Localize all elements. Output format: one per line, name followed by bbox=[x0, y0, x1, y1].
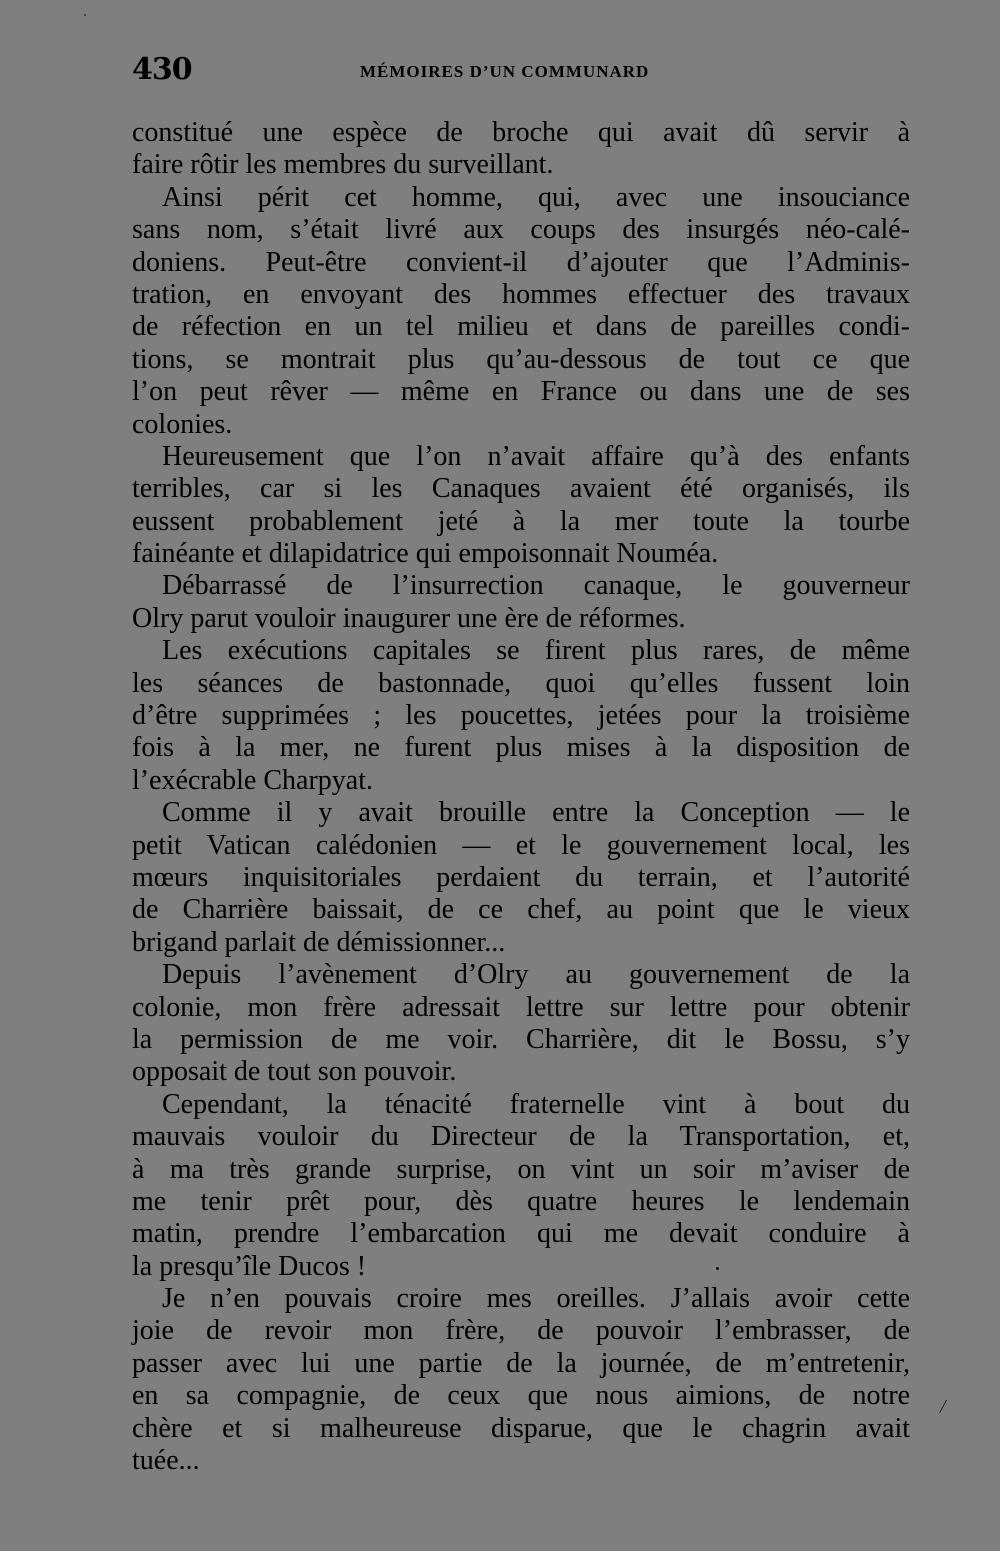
text-line: petit Vatican calédonien — et le gouvernement local, les bbox=[132, 829, 910, 861]
text-line: tration, en envoyant des hommes effectuer des travaux bbox=[132, 278, 910, 310]
running-title: MÉMOIRES D’UN COMMUNARD bbox=[360, 62, 650, 81]
text-line: fois à la mer, ne furent plus mises à la disposition de bbox=[132, 732, 910, 764]
text-line: Je n’en pouvais croire mes oreilles. J’allais avoir cette bbox=[162, 1283, 910, 1315]
text-line: en sa compagnie, de ceux que nous aimions, de notre bbox=[132, 1380, 910, 1412]
text-line: mœurs inquisitoriales perdaient du terrain, et l’autorité bbox=[132, 861, 910, 893]
text-line: Cependant, la ténacité fraternelle vint à bout du bbox=[162, 1088, 910, 1120]
text-line: eussent probablement jeté à la mer toute la tourbe bbox=[132, 505, 910, 537]
margin-mark: / bbox=[940, 1396, 946, 1418]
text-line: Ainsi périt cet homme, qui, avec une insouciance bbox=[162, 181, 910, 213]
text-line: la presqu’île Ducos ! bbox=[132, 1250, 367, 1282]
text-line: faire rôtir les membres du surveillant. bbox=[132, 149, 554, 181]
scan-speck bbox=[716, 1267, 719, 1270]
text-line: terribles, car si les Canaques avaient été organisés, ils bbox=[132, 473, 910, 505]
text-line: Olry parut vouloir inaugurer une ère de réformes. bbox=[132, 602, 686, 634]
text-line: brigand parlait de démissionner... bbox=[132, 926, 506, 958]
text-line: Les exécutions capitales se firent plus rares, de même bbox=[162, 635, 910, 667]
page-header bbox=[132, 52, 910, 92]
text-line: sans nom, s’était livré aux coups des insurgés néo-calé- bbox=[132, 214, 910, 246]
text-line: l’on peut rêver — même en France ou dans une de ses bbox=[132, 376, 910, 408]
text-line: de réfection en un tel milieu et dans de pareilles condi- bbox=[132, 311, 910, 343]
text-line: Comme il y avait brouille entre la Conception — le bbox=[162, 797, 910, 829]
text-line: opposait de tout son pouvoir. bbox=[132, 1056, 457, 1088]
text-line: matin, prendre l’embarcation qui me devait conduire à bbox=[132, 1218, 910, 1250]
text-line: tions, se montrait plus qu’au-dessous de tout ce que bbox=[132, 343, 910, 375]
text-line: Depuis l’avènement d’Olry au gouvernement de la bbox=[162, 959, 910, 991]
text-line: chère et si malheureuse disparue, que le chagrin avait bbox=[132, 1412, 910, 1444]
text-line: fainéante et dilapidatrice qui empoisonnait Nouméa. bbox=[132, 538, 719, 570]
text-line: Heureusement que l’on n’avait affaire qu’à des enfants bbox=[162, 440, 910, 472]
text-line: colonie, mon frère adressait lettre sur lettre pour obtenir bbox=[132, 991, 910, 1023]
text-line: mauvais vouloir du Directeur de la Transportation, et, bbox=[132, 1121, 910, 1153]
text-line: à ma très grande surprise, on vint un soir m’aviser de bbox=[132, 1153, 910, 1185]
text-line: la permission de me voir. Charrière, dit le Bossu, s’y bbox=[132, 1023, 910, 1055]
text-line: doniens. Peut-être convient-il d’ajouter que l’Adminis- bbox=[132, 246, 910, 278]
text-line: de Charrière baissait, de ce chef, au point que le vieux bbox=[132, 894, 910, 926]
text-line: d’être supprimées ; les poucettes, jetées pour la troisième bbox=[132, 700, 910, 732]
page-number: 430 bbox=[132, 52, 192, 87]
text-line: les séances de bastonnade, quoi qu’elles fussent loin bbox=[132, 667, 910, 699]
scan-speck bbox=[84, 14, 86, 16]
text-line: me tenir prêt pour, dès quatre heures le lendemain bbox=[132, 1185, 910, 1217]
text-line: l’exécrable Charpyat. bbox=[132, 764, 373, 796]
text-line: tuée... bbox=[132, 1445, 200, 1477]
text-line: constitué une espèce de broche qui avait dû servir à bbox=[132, 117, 910, 148]
text-line: Débarrassé de l’insurrection canaque, le gouverneur bbox=[162, 570, 910, 602]
body-text bbox=[132, 117, 910, 1477]
text-line: joie de revoir mon frère, de pouvoir l’embrasser, de bbox=[132, 1315, 910, 1347]
text-line: passer avec lui une partie de la journée, de m’entretenir, bbox=[132, 1347, 910, 1379]
text-line: colonies. bbox=[132, 408, 233, 440]
